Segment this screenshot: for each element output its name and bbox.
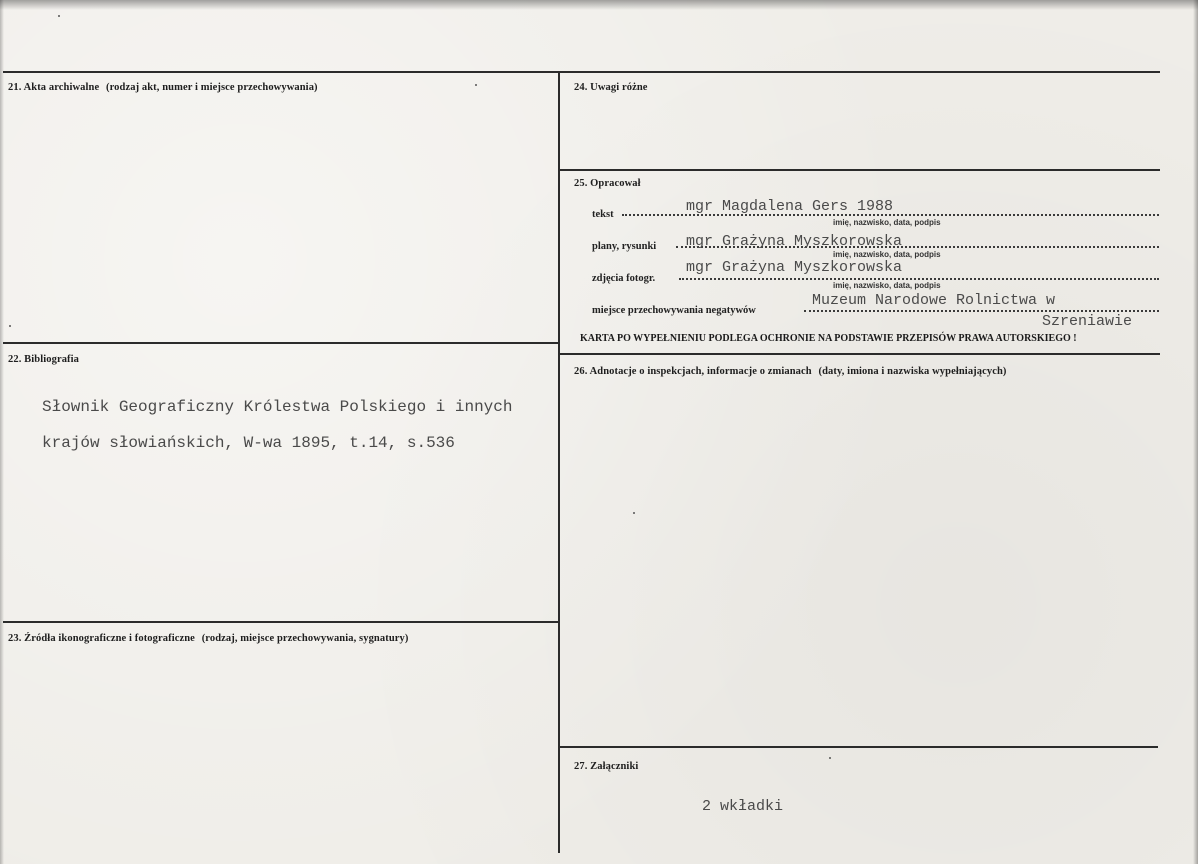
tekst-hint: imię, nazwisko, data, podpis <box>833 218 941 227</box>
scan-speck <box>633 512 635 514</box>
section-22-heading <box>8 354 79 365</box>
plany-label: plany, rysunki <box>592 241 657 252</box>
section-26-heading <box>574 366 1007 377</box>
rule-26-27 <box>560 746 1158 748</box>
zdjecia-hint: imię, nazwisko, data, podpis <box>833 281 941 290</box>
section-26-desc: (daty, imiona i nazwiska wypełniających) <box>818 366 1007 377</box>
rule-21-22 <box>3 342 559 344</box>
section-21-desc: (rodzaj akt, numer i miejsce przechowywania) <box>106 82 318 93</box>
section-24-heading <box>574 82 648 93</box>
tekst-label: tekst <box>592 209 614 220</box>
scan-speck <box>475 84 477 86</box>
section-25-label: 25. Opracował <box>574 178 641 189</box>
scan-speck <box>829 757 831 759</box>
tekst-value: mgr Magdalena Gers 1988 <box>686 198 894 215</box>
section-25-heading <box>574 178 641 189</box>
scan-left-edge <box>0 0 4 864</box>
section-22-label: 22. Bibliografia <box>8 354 80 365</box>
section-23-label: 23. Źródła ikonograficzne i fotograficzne <box>8 633 195 644</box>
rule-24-25 <box>560 169 1160 171</box>
miejsce-label: miejsce przechowywania negatywów <box>592 305 756 316</box>
section-27-label: 27. Załączniki <box>574 761 639 772</box>
section-27-heading <box>574 761 638 772</box>
scan-top-shadow <box>0 0 1198 10</box>
plany-hint: imię, nazwisko, data, podpis <box>833 250 941 259</box>
rule-22-23 <box>3 621 559 623</box>
section-23-heading <box>8 633 408 644</box>
bibliography-line-1: Słownik Geograficzny Królestwa Polskiego i innych <box>42 398 513 416</box>
zdjecia-dotted-line <box>679 278 1159 280</box>
top-rule <box>3 71 1160 73</box>
zdjecia-value: mgr Grażyna Myszkorowska <box>686 259 903 276</box>
scan-right-edge <box>1193 0 1198 864</box>
zdjecia-label: zdjęcia fotogr. <box>592 273 656 284</box>
plany-value: mgr Grażyna Myszkorowska <box>686 233 903 250</box>
miejsce-value-line-2: Szreniawie <box>1042 313 1133 330</box>
section-21-label: 21. Akta archiwalne <box>8 82 100 93</box>
bibliography-line-2: krajów słowiańskich, W-wa 1895, t.14, s.536 <box>42 434 455 452</box>
miejsce-dotted-line <box>804 310 1159 312</box>
section-24-label: 24. Uwagi różne <box>574 82 648 93</box>
attachments-value: 2 wkładki <box>702 798 784 815</box>
center-divider <box>558 71 560 853</box>
section-23-desc: (rodzaj, miejsce przechowywania, sygnatury) <box>201 633 409 644</box>
copyright-notice: KARTA PO WYPEŁNIENIU PODLEGA OCHRONIE NA PODSTAWIE PRZEPISÓW PRAWA AUTORSKIEGO ! <box>580 333 1077 344</box>
scan-speck <box>58 15 60 17</box>
section-21-heading <box>8 82 318 93</box>
rule-25-26 <box>560 353 1160 355</box>
scan-speck <box>9 325 11 327</box>
miejsce-value-line-1: Muzeum Narodowe Rolnictwa w <box>812 292 1056 309</box>
section-26-label: 26. Adnotacje o inspekcjach, informacje o zmianach <box>574 366 812 377</box>
